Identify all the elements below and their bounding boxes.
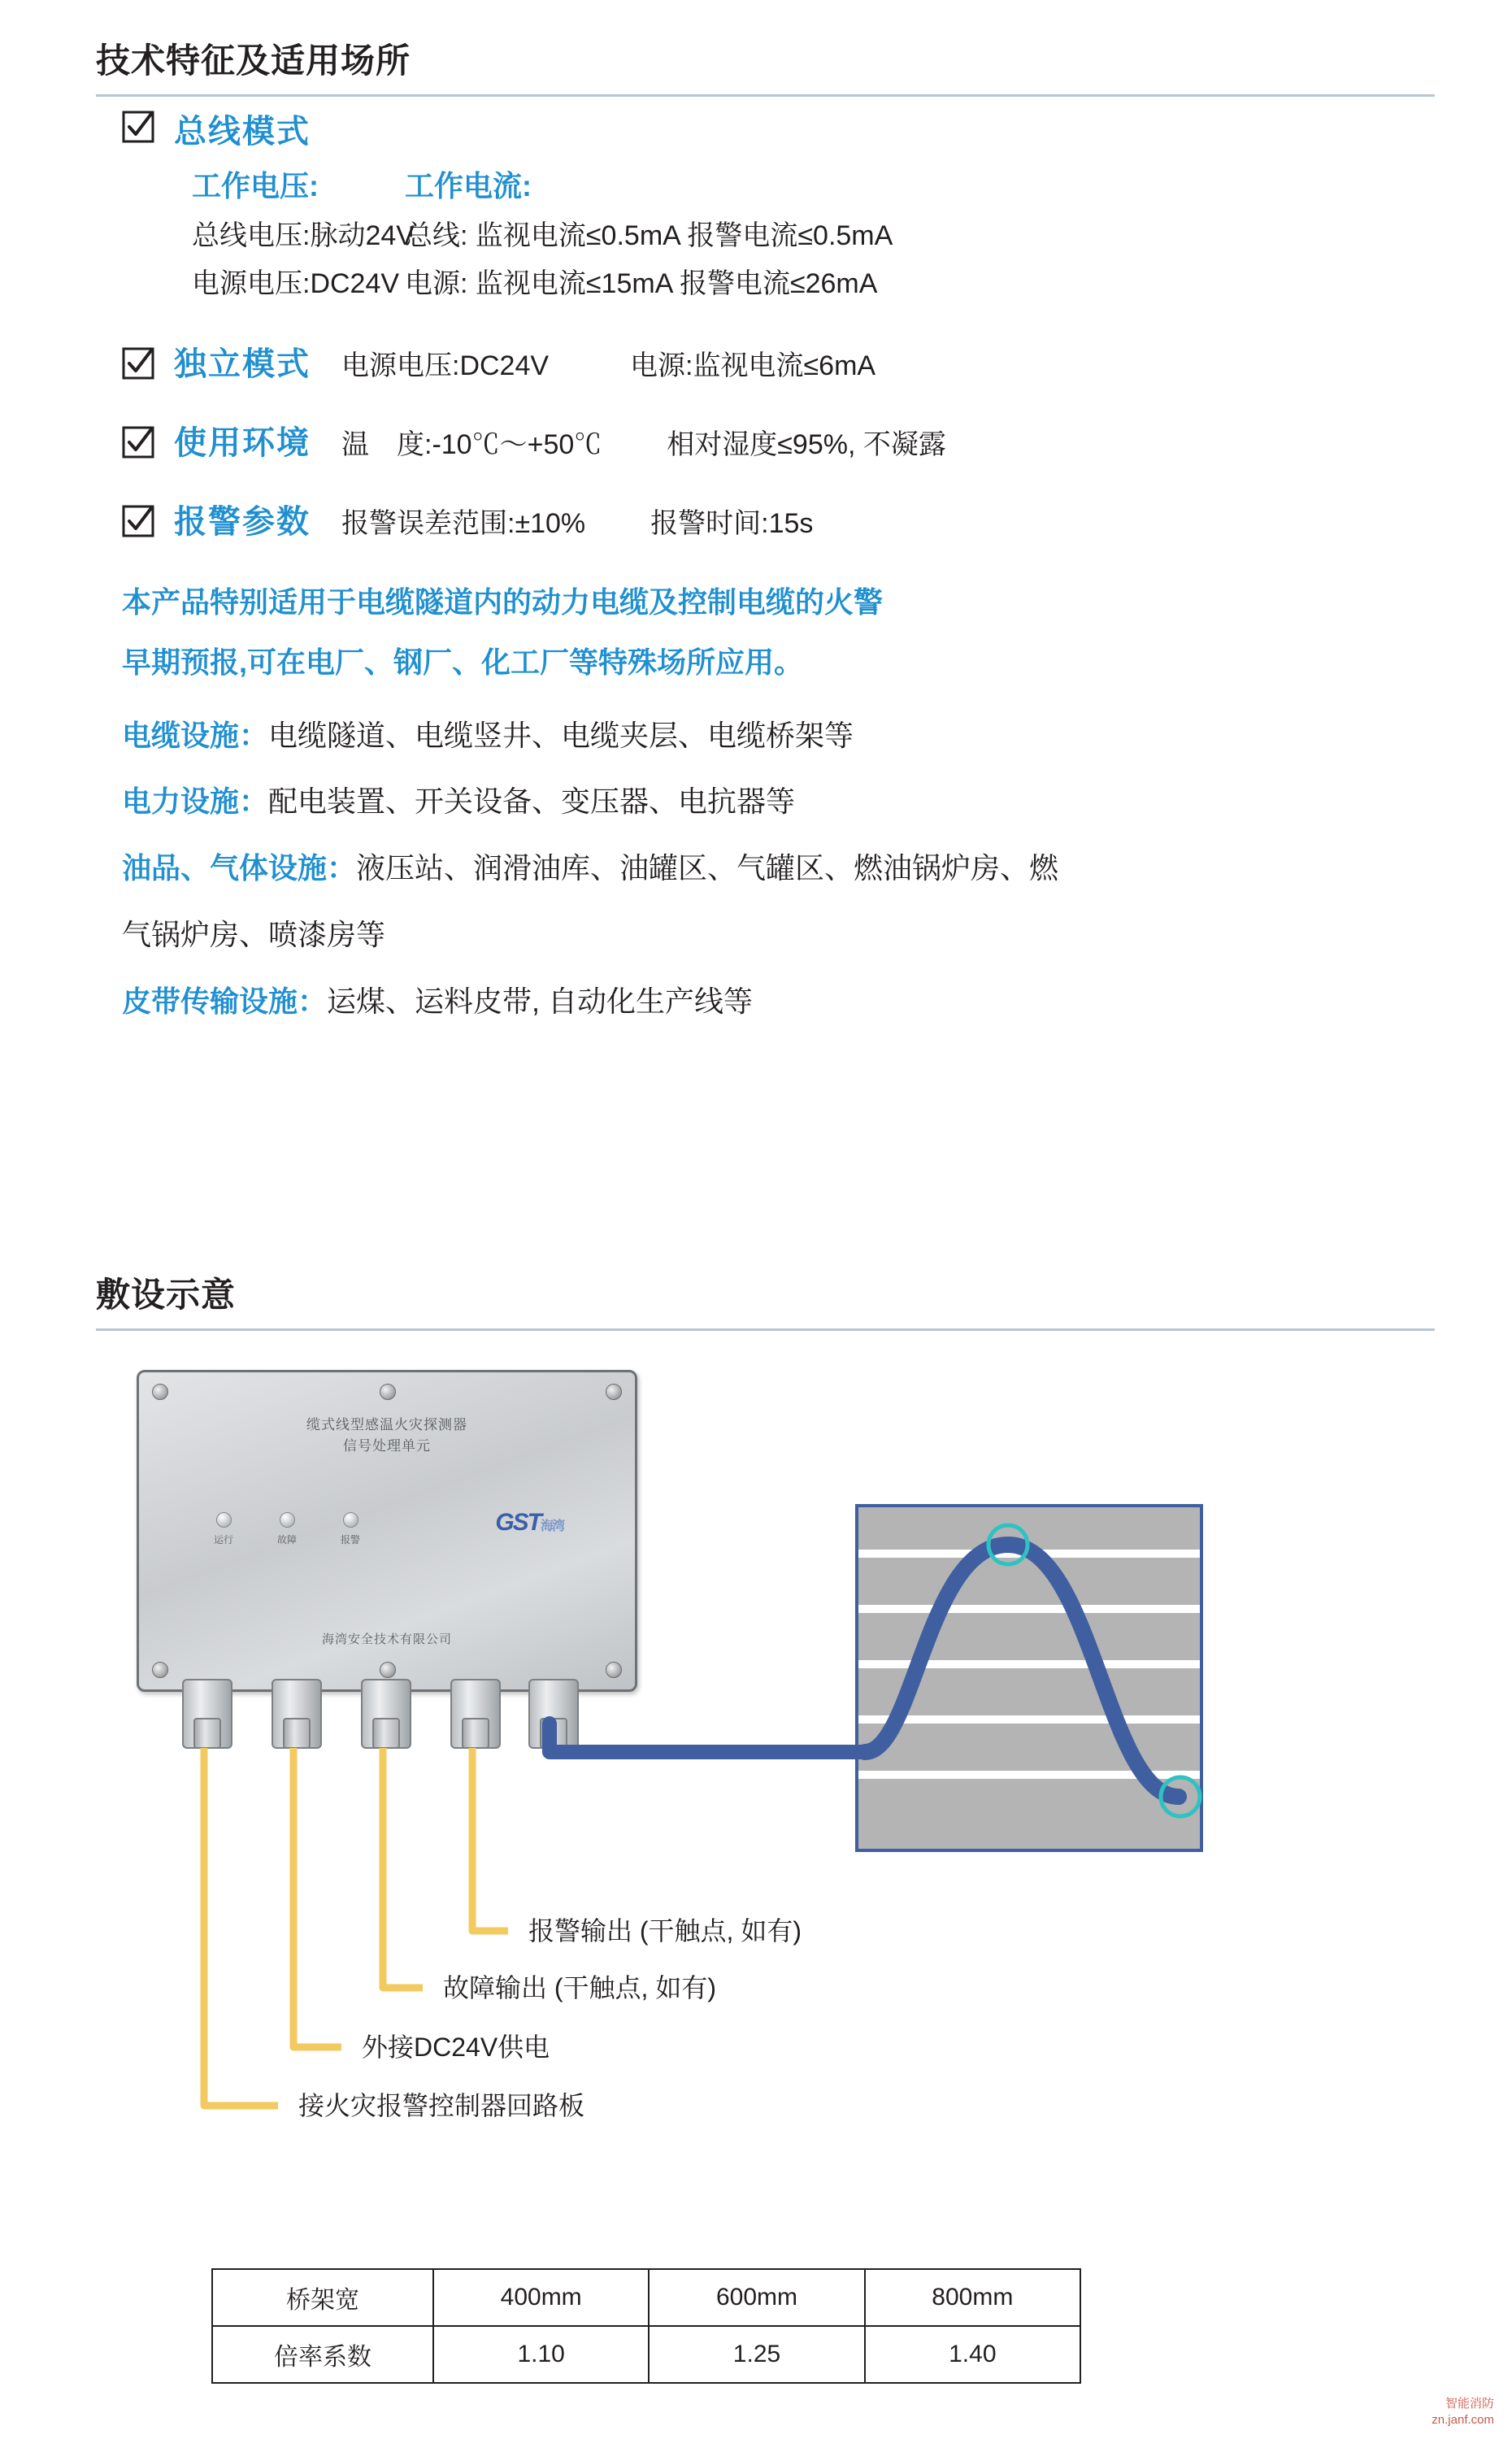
bus-mode-row [192, 261, 1512, 301]
led-label: 故障 [277, 1534, 298, 1546]
coefficient-table [211, 2268, 1081, 2384]
checkbox-icon [122, 426, 154, 459]
bus-mode-table [192, 163, 1512, 301]
callout-leader-control-loop [204, 1748, 278, 2106]
feature-item-alarm-parameters [122, 496, 1512, 542]
detector-cable-run [550, 1724, 865, 1752]
bus-current-value: 总线: 监视电流≤0.5mA 报警电流≤0.5mA [405, 220, 893, 251]
table-cell: 800mm [865, 2269, 1080, 2326]
table-row [212, 2326, 1080, 2383]
layout-section [0, 1268, 1512, 1331]
checkbox-icon [122, 111, 154, 143]
table-cell: 400mm [433, 2269, 649, 2326]
watermark-line1: 智能消防 [1445, 2397, 1494, 2411]
application-label: 电缆设施： [122, 718, 269, 752]
application-label: 电力设施： [122, 785, 269, 819]
led-label: 报警 [341, 1534, 361, 1546]
section-heading-rule [96, 1268, 1435, 1331]
callout-fault-output: 故障输出 (干触点, 如有) [443, 1973, 716, 2002]
feature-item-bus-mode [122, 106, 1512, 152]
table-cell: 600mm [649, 2269, 864, 2326]
application-cable-facilities [122, 713, 1512, 759]
installation-diagram [0, 1341, 1512, 2317]
callout-control-loop-board: 接火灾报警控制器回路板 [298, 2091, 585, 2120]
alarm-error-range: 报警误差范围:±10% [341, 508, 586, 539]
application-text: 液压站、润滑油库、油罐区、气罐区、燃油锅炉房、燃 [356, 851, 1059, 885]
coefficient-table-wrapper [211, 2268, 1081, 2384]
table-row [212, 2269, 1080, 2326]
feature-title: 报警参数 [174, 504, 311, 540]
led-label: 运行 [214, 1534, 234, 1546]
manufacturer-label: 海湾安全技术有限公司 [321, 1633, 452, 1646]
feature-title: 独立模式 [174, 346, 311, 382]
summary-line-2: 早期预报,可在电厂、钢厂、化工厂等特殊场所应用。 [122, 645, 804, 679]
application-text: 电缆隧道、电缆竖井、电缆夹层、电缆桥架等 [268, 718, 854, 752]
detector-cable-wave [865, 1545, 1179, 1797]
application-power-facilities [122, 779, 1512, 824]
feature-title: 使用环境 [174, 425, 311, 461]
feature-title: 总线模式 [174, 114, 311, 150]
checkbox-icon [122, 505, 154, 537]
section-heading-rule [96, 34, 1435, 97]
table-row-header: 倍率系数 [212, 2326, 433, 2383]
application-oil-gas-facilities-cont [122, 912, 1512, 958]
power-current-value: 电源: 监视电流≤15mA 报警电流≤26mA [405, 268, 878, 299]
application-oil-gas-facilities [122, 846, 1512, 891]
application-label: 油品、气体设施： [122, 851, 357, 885]
table-cell: 1.25 [649, 2326, 864, 2383]
brand-logo-text: GST [495, 1509, 541, 1536]
callout-alarm-output: 报警输出 (干触点, 如有) [528, 1916, 802, 1946]
power-voltage-value: 电源电压:DC24V [192, 268, 400, 299]
bus-mode-row [192, 213, 1512, 253]
feature-item-standalone-mode [122, 338, 1512, 385]
device-label-line1: 缆式线型感温火灾探测器 [306, 1417, 467, 1433]
application-text: 运煤、运料皮带, 自动化生产线等 [327, 984, 754, 1018]
table-cell: 1.40 [865, 2326, 1080, 2383]
watermark-line2: zn.janf.com [1432, 2412, 1494, 2427]
brand-logo-sub: 海湾 [540, 1519, 563, 1533]
callout-leader-alarm-output [472, 1748, 508, 1931]
callout-leader-dc24v [293, 1748, 341, 2047]
alarm-time: 报警时间:15s [650, 508, 814, 539]
application-label: 皮带传输设施： [122, 984, 328, 1018]
standalone-current: 电源:监视电流≤6mA [630, 350, 876, 381]
watermark [1432, 2396, 1494, 2428]
callout-dc24v-supply: 外接DC24V供电 [362, 2032, 550, 2062]
bus-voltage-value: 总线电压:脉动24V [192, 220, 415, 251]
layout-title: 敷设示意 [96, 1276, 237, 1314]
label-working-current: 工作电流: [405, 169, 532, 202]
table-row-header: 桥架宽 [212, 2269, 433, 2326]
bus-mode-subheaders [192, 163, 1512, 205]
page-title: 技术特征及适用场所 [96, 41, 411, 80]
environment-humidity: 相对湿度≤95%, 不凝露 [667, 429, 946, 460]
feature-item-environment [122, 417, 1512, 463]
summary-line-1: 本产品特别适用于电缆隧道内的动力电缆及控制电缆的火警 [122, 585, 884, 619]
application-text: 气锅炉房、喷漆房等 [122, 917, 386, 951]
device-label-line2: 信号处理单元 [343, 1437, 431, 1454]
cable-routing-illustration [0, 1341, 1512, 2317]
callout-leader-fault-output [383, 1748, 423, 1988]
checkbox-icon [122, 347, 154, 380]
environment-temperature: 温 度:-10℃～+50℃ [341, 429, 602, 460]
label-working-voltage: 工作电压: [192, 169, 319, 202]
features-section [0, 34, 1512, 97]
application-belt-conveyor-facilities [122, 979, 1512, 1024]
standalone-voltage: 电源电压:DC24V [341, 350, 550, 381]
features-list [0, 106, 1512, 1024]
application-text: 配电装置、开关设备、变压器、电抗器等 [268, 785, 796, 819]
table-cell: 1.10 [433, 2326, 649, 2383]
